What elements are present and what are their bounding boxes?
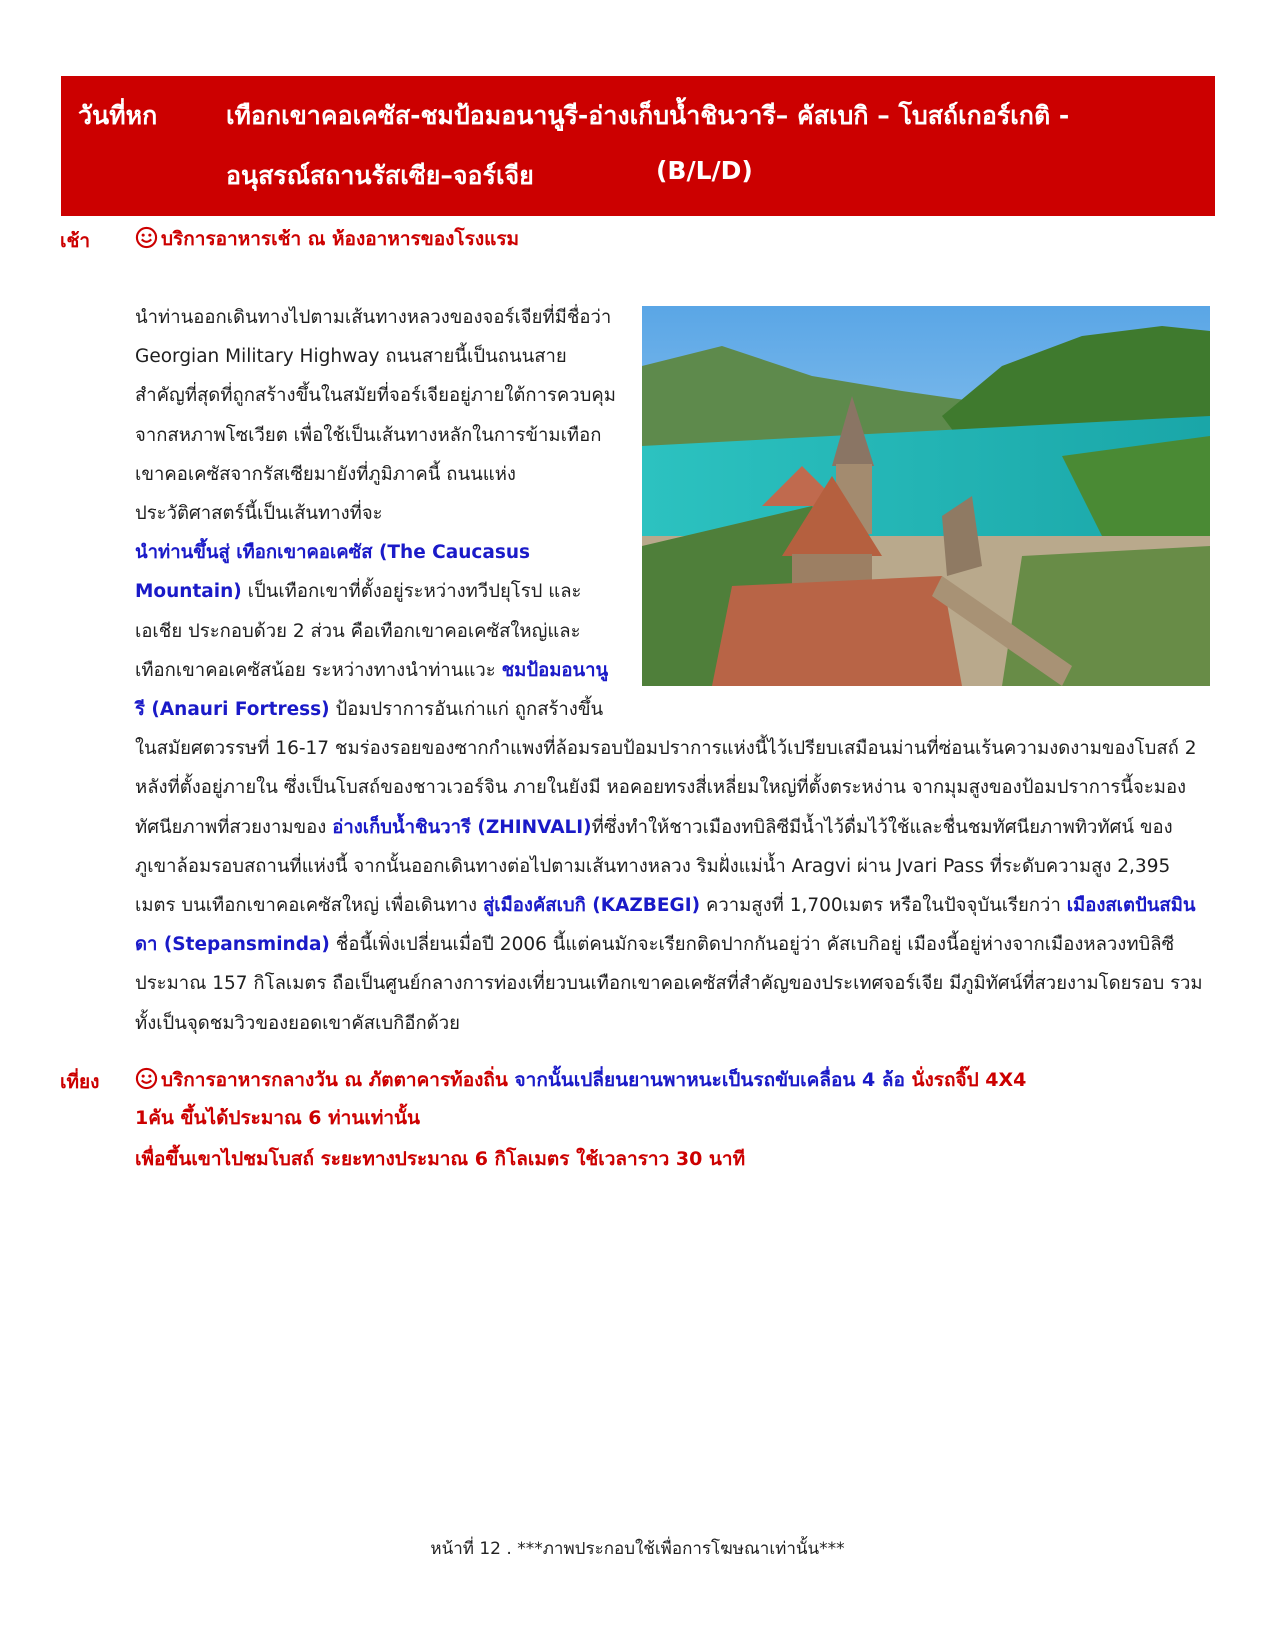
paragraph-text-1: นำท่านออกเดินทางไปตามเส้นทางหลวงของจอร์เจียที่มีชื่อว่า Georgian Military Highway ถนนสายนี้เป็นถนนสายสำคัญที่สุดที่ถูกสร้างขึ้นในสมัยที่จอร์เจียอยู่ภายใต้การควบคุมจากสหภาพโซเวียต เพื่อใช้เป็นเส้นทางหลักในการข้ามเทือกเขาคอเคซัสจากรัสเซียมายังที่ภูมิภาคนี้ ถนนแห่งประวัติศาสตร์นี้เป็นเส้นทางที่จะ — [135, 307, 616, 525]
paragraph-text-4: ที่ซึ่งทำให้ชาวเมืองทบิลิซีมีน้ำไว้ดื่มไว้ใช้และชื่นชมทัศนียภาพทิวทัศน์ ของภูเขาล้อมรอบสถานที่แห่งนี้ จากนั้นออกเดินทางต่อไปตามเส้นทางหลวง ริมฝั่งแม่น้ำ Aragvi ผ่าน Jvari Pass ที่ระดับความสูง 2,395 เมตร บนเทือกเขาคอเคซัสใหญ่ เพื่อเดินทาง — [135, 816, 1173, 917]
smiley-icon — [135, 1067, 158, 1090]
paragraph-text-5: ความสูงที่ 1,700เมตร หรือในปัจจุบันเรียกว่า — [700, 895, 1067, 917]
kazbegi-highlight: สู่เมืองคัสเบกิ (KAZBEGI) — [482, 895, 701, 917]
paragraph-text-3: ป้อมปราการอันเก่าแก่ ถูกสร้างขึ้นในสมัยศตวรรษที่ 16-17 ชมร่องรอยของซากกำแพงที่ล้อมรอบป้อมปราการแห่งนี้ไว้เปรียบเสมือนม่านที่ซ่อนเร้นความงดงามของโบสถ์ 2 หลังที่ตั้งอยู่ภายใน ซึ่งเป็นโบสถ์ของชาวเวอร์จิน ภายในยังมี หอคอยทรงสี่เหลี่ยมใหญ่ที่ตั้งตระหง่าน จากมุมสูงของป้อมปราการนี้จะมองทัศนียภาพที่สวยงามของ — [135, 699, 1197, 838]
itinerary-paragraph — [135, 298, 1210, 1043]
morning-label: เช้า — [60, 230, 91, 252]
day-title-line2: อนุสรณ์สถานรัสเซีย–จอร์เจีย — [226, 161, 534, 190]
paragraph-text-2: เป็นเทือกเขาที่ตั้งอยู่ระหว่างทวีปยุโรป และเอเชีย ประกอบด้วย 2 ส่วน คือเทือกเขาคอเคซัสใหญ่และเทือกเขาคอเคซัสน้อย ระหว่างทางนำท่านแวะ — [135, 581, 582, 681]
ananuri-fortress-photo — [642, 306, 1210, 686]
jeep-text: นั่งรถจิ๊ป 4X4 — [911, 1069, 1027, 1091]
day-header — [61, 76, 1215, 216]
lunch-line — [135, 1065, 1026, 1095]
lunch-label: เที่ยง — [60, 1071, 100, 1093]
day-label: วันที่หก — [78, 101, 158, 130]
smiley-icon — [135, 226, 158, 249]
meal-code: (B/L/D) — [656, 156, 753, 185]
church-trip-line: เพื่อขึ้นเขาไปชมโบสถ์ ระยะทางประมาณ 6 กิโลเมตร ใช้เวลาราว 30 นาที — [135, 1148, 746, 1170]
stepansminda-highlight: เมืองสเตปันสมินดา (Stepansminda) — [135, 895, 1196, 956]
lunch-text: บริการอาหารกลางวัน ณ ภัตตาคารท้องถิ่น — [161, 1069, 508, 1091]
jeep-capacity-line: 1คัน ขึ้นได้ประมาณ 6 ท่านเท่านั้น — [135, 1107, 420, 1129]
breakfast-text: บริการอาหารเช้า ณ ห้องอาหารของโรงแรม — [161, 228, 520, 250]
zhinvali-highlight: อ่างเก็บน้ำชินวารี (ZHINVALI) — [332, 816, 592, 838]
page-footer: หน้าที่ 12 . ***ภาพประกอบใช้เพื่อการโฆษณาเท่านั้น*** — [430, 1539, 845, 1559]
breakfast-line — [135, 224, 519, 254]
paragraph-text-6: ชื่อนี้เพิ่งเปลี่ยนเมื่อปี 2006 นี้แต่คนมักจะเรียกติดปากกันอยู่ว่า คัสเบกิอยู่ เมืองนี้อยู่ห่างจากเมืองหลวงทบิลิซี ประมาณ 157 กิโลเมตร ถือเป็นศูนย์กลางการท่องเที่ยวบนเทือกเขาคอเคซัสที่สำคัญของประเทศจอร์เจีย มีภูมิทัศน์ที่สวยงามโดยรอบ รวมทั้งเป็นจุดชมวิวของยอดเขาคัสเบกิอีกด้วย — [135, 934, 1203, 1034]
caucasus-highlight: นำท่านขึ้นสู่ เทือกเขาคอเคซัส (The Caucasus Mountain) — [135, 542, 531, 603]
ananuri-highlight: ชมป้อมอนานูรี (Anauri Fortress) — [135, 659, 609, 721]
day-title-line1: เทือกเขาคอเคซัส-ชมป้อมอนานูรี-อ่างเก็บน้ำชินวารี– คัสเบกิ – โบสถ์เกอร์เกติ - — [226, 101, 1070, 130]
vehicle-change-text: จากนั้นเปลี่ยนยานพาหนะเป็นรถขับเคลื่อน 4 ล้อ — [514, 1069, 905, 1091]
